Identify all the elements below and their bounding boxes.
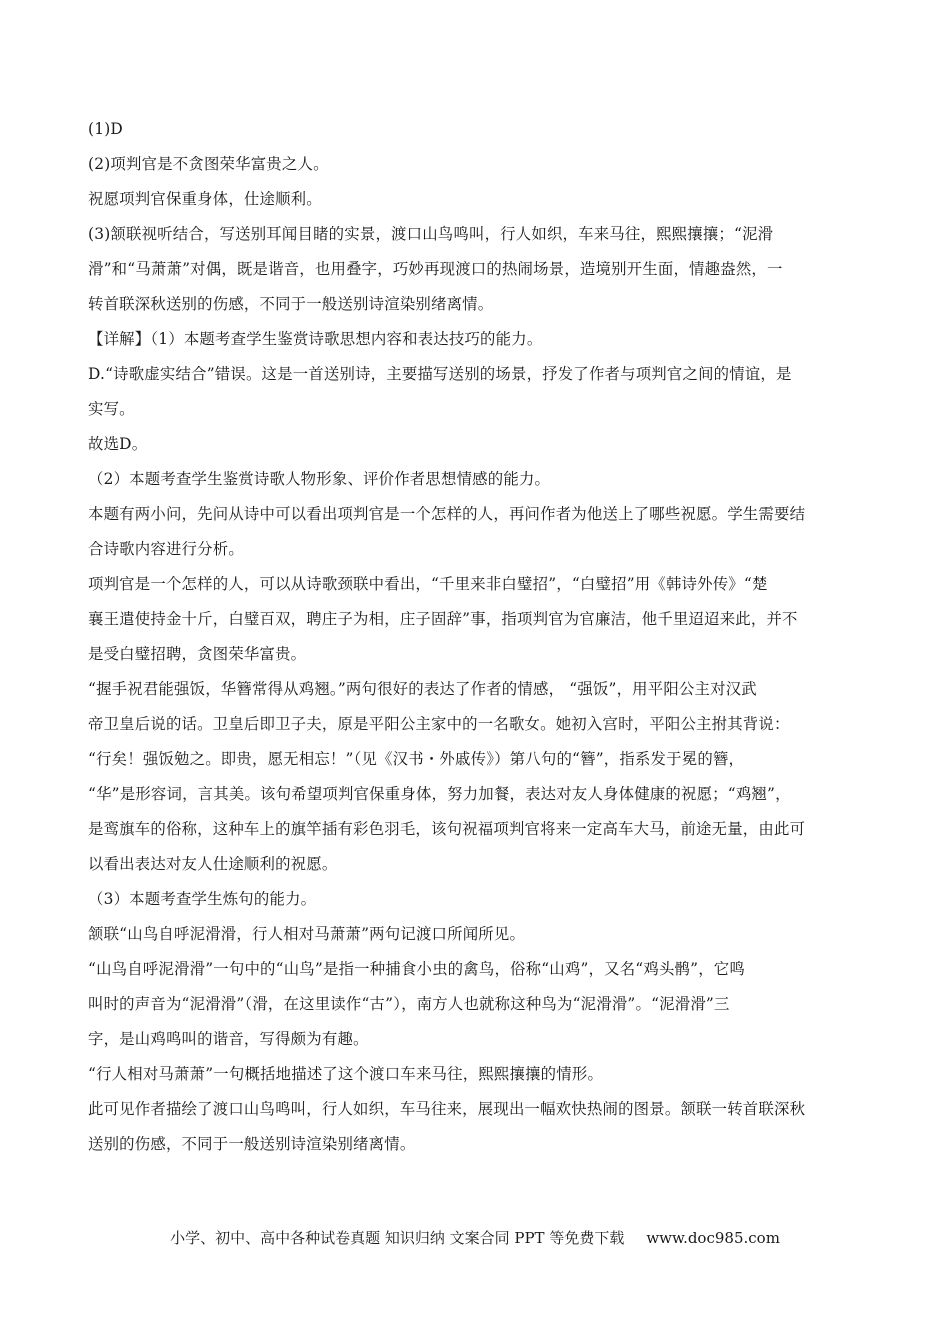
detail-heading: 【详解】（1）本题考查学生鉴赏诗歌思想内容和表达技巧的能力。 [88, 330, 543, 348]
text-line: 是受白璧招聘，贪图荣华富贵。 [88, 645, 307, 663]
text-line: 颔联“山鸟自呼泥滑滑，行人相对马萧萧”两句记渡口所闻所见。 [88, 925, 526, 943]
text-line: 襄王遣使持金十斤，白璧百双，聘庄子为相，庄子固辞”事，指项判官为官廉洁，他千里迢迢来此，并不 [88, 610, 798, 628]
footer-text: 小学、初中、高中各种试卷真题 知识归纳 文案合同 PPT 等免费下载 [170, 1229, 625, 1247]
answer-2-line-1: (2)项判官是不贪图荣华富贵之人。 [88, 155, 329, 173]
answer-1: (1)D [88, 120, 123, 138]
document-body [88, 112, 868, 1162]
text-line: “握手祝君能强饭，华簪常得从鸡翘。”两句很好的表达了作者的情感， “强饭”，用平阳公主对汉武 [88, 680, 757, 698]
text-line: 故选D。 [88, 435, 148, 453]
text-line: 实写。 [88, 400, 135, 418]
text-line: “行矣！强饭勉之。即贵，愿无相忘！”（见《汉书・外戚传》）第八句的“簪”，指系发于冕的簪， [88, 750, 745, 768]
text-line: 帝卫皇后说的话。卫皇后即卫子夫，原是平阳公主家中的一名歌女。她初入宫时，平阳公主拊其背说： [88, 715, 790, 733]
text-line: 叫时的声音为“泥滑滑”（滑，在这里读作“古”），南方人也就称这种鸟为“泥滑滑”。“泥滑滑”三 [88, 995, 730, 1013]
text-line: “华”是形容词，言其美。该句希望项判官保重身体，努力加餐，表达对友人身体健康的祝愿；“鸡翘”， [88, 785, 791, 803]
text-line: 以看出表达对友人仕途顺利的祝愿。 [88, 855, 338, 873]
text-line: 项判官是一个怎样的人，可以从诗歌颈联中看出，“千里来非白璧招”，“白璧招”用《韩诗外传》“楚 [88, 575, 768, 593]
answer-3-line-3: 转首联深秋送别的伤感，不同于一般送别诗渲染别绪离情。 [88, 295, 494, 313]
text-line: 本题有两小问，先问从诗中可以看出项判官是一个怎样的人，再问作者为他送上了哪些祝愿。学生需要结 [88, 505, 806, 523]
text-line: 合诗歌内容进行分析。 [88, 540, 244, 558]
answer-2-line-2: 祝愿项判官保重身体，仕途顺利。 [88, 190, 322, 208]
answer-3-line-1: (3)颔联视听结合，写送别耳闻目睹的实景，渡口山鸟鸣叫，行人如织，车来马往，熙熙攘攘；“泥滑 [88, 225, 774, 243]
text-line: D.“诗歌虚实结合”错误。这是一首送别诗，主要描写送别的场景，抒发了作者与项判官之间的情谊，是 [88, 365, 792, 383]
text-line: “山鸟自呼泥滑滑”一句中的“山鸟”是指一种捕食小虫的禽鸟，俗称“山鸡”，又名“鸡头鹘”，它鸣 [88, 960, 745, 978]
section-2-heading: （2）本题考查学生鉴赏诗歌人物形象、评价作者思想情感的能力。 [88, 470, 551, 488]
text-line: 字，是山鸡鸣叫的谐音，写得颇为有趣。 [88, 1030, 369, 1048]
text-line: 送别的伤感，不同于一般送别诗渲染别绪离情。 [88, 1135, 416, 1153]
text-line: 是鸾旗车的俗称，这种车上的旗竿插有彩色羽毛，该句祝福项判官将来一定高车大马，前途无量，由此可 [88, 820, 806, 838]
text-line: 此可见作者描绘了渡口山鸟鸣叫，行人如织，车马往来，展现出一幅欢快热闹的图景。颔联一转首联深秋 [88, 1100, 806, 1118]
text-line: “行人相对马萧萧”一句概括地描述了这个渡口车来马往，熙熙攘攘的情形。 [88, 1065, 604, 1083]
page-footer [0, 1226, 950, 1250]
section-3-heading: （3）本题考查学生炼句的能力。 [88, 890, 317, 908]
footer-site-link[interactable]: www.doc985.com [646, 1229, 780, 1247]
answer-3-line-2: 滑”和“马萧萧”对偶，既是谐音，也用叠字，巧妙再现渡口的热闹场景，造境别开生面，情趣盎然，一 [88, 260, 783, 278]
